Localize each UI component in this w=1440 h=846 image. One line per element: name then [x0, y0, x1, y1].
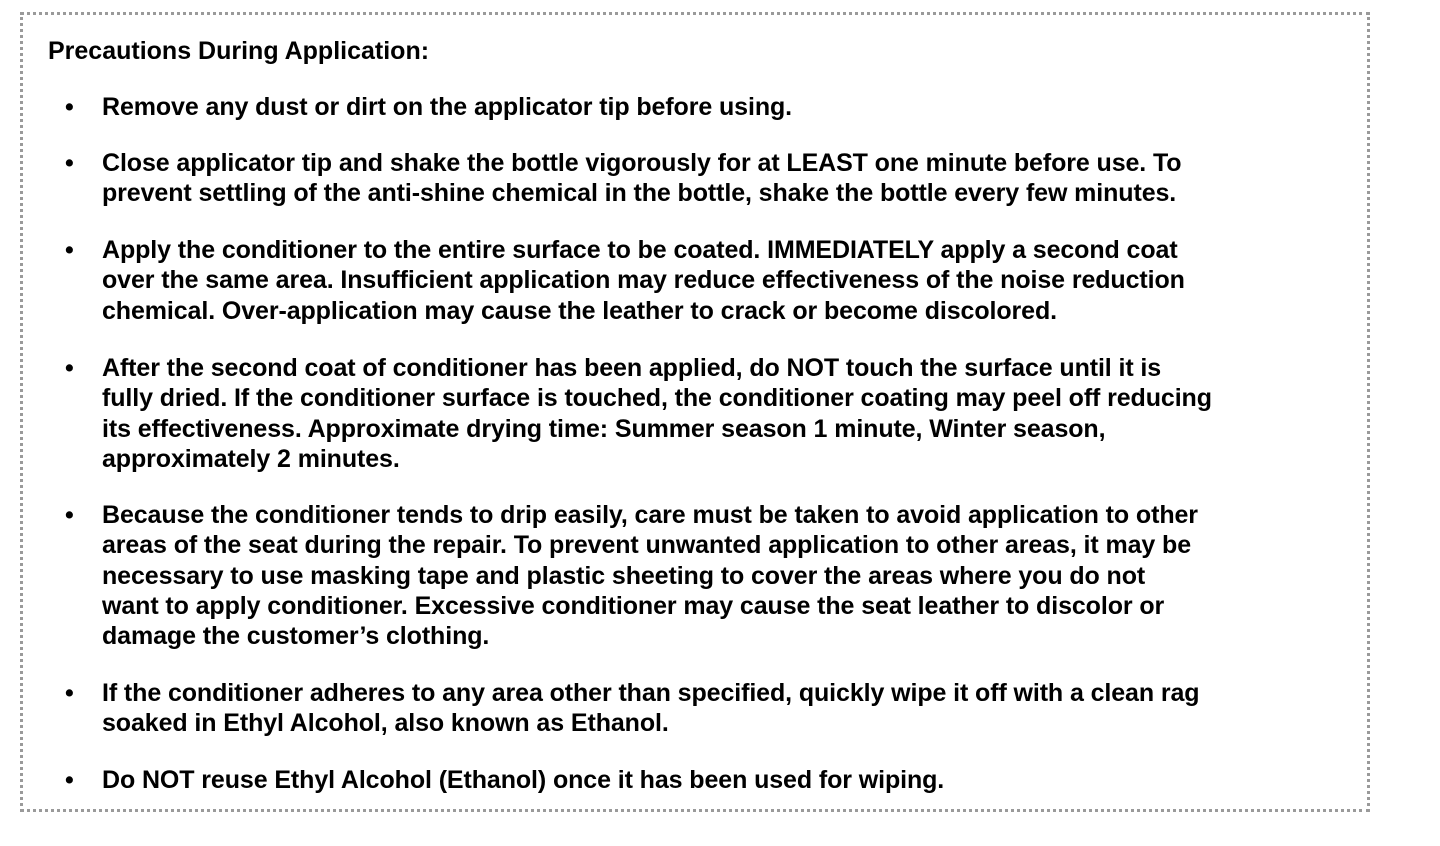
bullet-icon: •: [65, 93, 74, 121]
bullet-icon: •: [65, 149, 74, 177]
page-title: Precautions During Application:: [48, 37, 430, 65]
list-item-text: After the second coat of conditioner has been applied, do NOT touch the surface until it is fully dried. If the conditioner surface is touched, the conditioner coating may peel off reducing its effectiveness. Approximate drying time: Summer season 1 minute, Winter season, approximately 2 minutes.: [102, 354, 1212, 473]
bullet-icon: •: [65, 501, 74, 529]
list-item-text: Do NOT reuse Ethyl Alcohol (Ethanol) once it has been used for wiping.: [102, 766, 945, 794]
bullet-icon: •: [65, 236, 74, 264]
list-item-text: Close applicator tip and shake the bottle vigorously for at LEAST one minute before use. To prevent settling of the anti-shine chemical in the bottle, shake the bottle every few minutes.: [102, 149, 1182, 208]
bullet-icon: •: [65, 354, 74, 382]
bullet-icon: •: [65, 766, 74, 794]
list-item-text: Remove any dust or dirt on the applicator tip before using.: [102, 93, 793, 121]
list-item-text: If the conditioner adheres to any area other than specified, quickly wipe it off with a clean rag soaked in Ethyl Alcohol, also known as Ethanol.: [102, 679, 1200, 738]
list-item-text: Because the conditioner tends to drip easily, care must be taken to avoid application to other areas of the seat during the repair. To prevent unwanted application to other areas, it may be necessary to use masking tape and plastic sheeting to cover the areas where you do not want to apply conditioner. Excessive conditioner may cause the seat leather to discolor or damage the customer’s clothing.: [102, 501, 1198, 651]
bullet-icon: •: [65, 679, 74, 707]
list-item-text: Apply the conditioner to the entire surface to be coated. IMMEDIATELY apply a second coat over the same area. Insufficient application may reduce effectiveness of the noise reduction chemical. Over-application may cause the leather to crack or become discolored.: [102, 236, 1185, 325]
